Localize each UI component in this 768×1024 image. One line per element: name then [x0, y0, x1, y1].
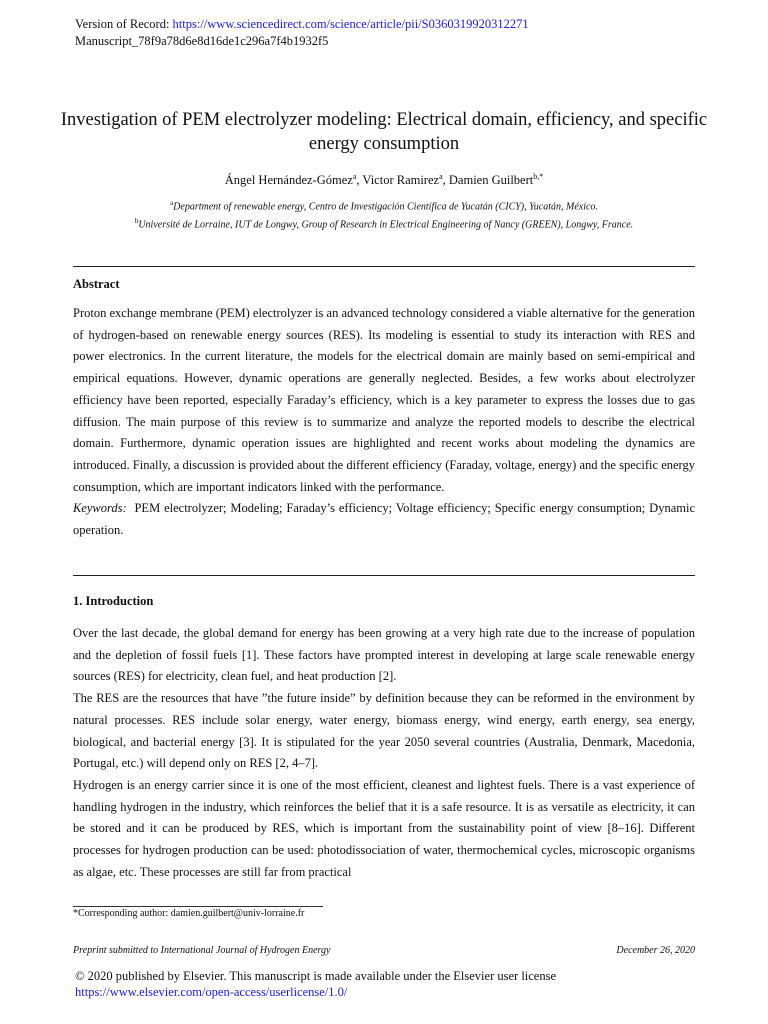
keywords-text: PEM electrolyzer; Modeling; Faraday’s efficiency; Voltage efficiency; Specific energy consumption; Dynamic operation.: [73, 501, 695, 538]
license-link[interactable]: https://www.elsevier.com/open-access/userlicense/1.0/: [75, 985, 348, 999]
author-name: Damien Guilbert: [448, 173, 534, 188]
affiliation-mark: b: [134, 217, 139, 226]
paragraph: The RES are the resources that have ”the future inside” by definition because they can be reformed in the environment by natural processes. RES include solar energy, water energy, biomass energy, wind energy, earth energy, sea energy, biological, and bacterial energy [3]. It is stipulated for the year 2050 several countries (Australia, Denmark, Macedonia, Portugal, etc.) will depend only on RES [2, 4–7].: [73, 691, 695, 771]
author-affil-mark: a: [352, 172, 357, 181]
affiliation: [60, 196, 708, 214]
affiliation-text: Department of renewable energy, Centro de Investigación Científica de Yucatán (CICY), Yucatán, México.: [173, 201, 598, 213]
affiliations: [60, 196, 708, 233]
abstract-heading: Abstract: [73, 277, 120, 291]
affiliation-mark: a: [170, 199, 174, 207]
abstract-text: Proton exchange membrane (PEM) electrolyzer is an advanced technology considered a viable alternative for the generation of hydrogen-based on renewable energy sources (RES). Its modeling is essential to study its interaction with RES and power electronics. In the current literature, the models for the electrical domain are mainly based on semi-empirical and empirical equations. However, dynamic operations are generally neglected. Besides, a few works about electrolyzer efficiency have been reported, especially Faraday’s efficiency, which is a key parameter to express the losses due to gas diffusion. The main purpose of this review is to summarize and analyze the reported models to describe the electrical domain. Furthermore, dynamic operation issues are highlighted and recent works about modeling the dynamics are introduced. Finally, a discussion is provided about the different efficiency (Faraday, voltage, energy) and the specific energy consumption, which are important indicators linked with the performance.: [73, 306, 695, 494]
footnote-divider: [73, 906, 323, 907]
introduction-heading: 1. Introduction: [73, 594, 154, 608]
author-affil-mark: b,*: [533, 172, 544, 181]
author-name: Ángel Hernández-Gómez: [224, 173, 353, 188]
author-affil-mark: a: [439, 172, 443, 181]
introduction-body: [73, 623, 695, 883]
affiliation-text: Université de Lorraine, IUT de Longwy, Group of Research in Electrical Engineering of Nancy (GREEN), Longwy, France.: [138, 219, 634, 231]
version-label: Version of Record:: [75, 17, 170, 31]
keywords: [73, 498, 695, 541]
preprint-date: December 26, 2020: [616, 945, 695, 956]
paragraph: Over the last decade, the global demand for energy has been growing at a very high rate due to the increase of population and the depletion of fossil fuels [1]. These factors have prompted interest in developing at large scale renewable energy sources (RES) for electricity, clean fuel, and heat production [2].: [73, 626, 695, 684]
author-name: Victor Ramirez: [362, 173, 440, 188]
keywords-label: Keywords:: [73, 501, 127, 516]
abstract-body: [73, 303, 695, 542]
paper-title: Investigation of PEM electrolyzer modeling: Electrical domain, efficiency, and specific energy consumption: [60, 110, 708, 154]
divider: [73, 575, 695, 576]
affiliation: [60, 214, 708, 232]
version-link[interactable]: https://www.sciencedirect.com/science/article/pii/S0360319920312271: [172, 17, 529, 31]
divider: [73, 266, 695, 267]
preprint-note: Preprint submitted to International Journal of Hydrogen Energy: [73, 945, 331, 956]
paragraph: Hydrogen is an energy carrier since it is one of the most efficient, cleanest and lightest fuels. There is a vast experience of handling hydrogen in the industry, which reinforces the belief that it is a safe resource. It is as versatile as electricity, it can be stored and it can be produced by RES, which is important from the sustainability point of view [8–16]. Different processes for hydrogen production can be used: photodissociation of water, thermochemical cycles, microscopic organisms as algae, etc. These processes are still far from practical: [73, 777, 695, 879]
license-notice: [75, 968, 556, 1000]
manuscript-id: Manuscript_78f9a78d6e8d16de1c296a7f4b1932f5: [75, 34, 329, 48]
license-text: © 2020 published by Elsevier. This manuscript is made available under the Elsevier user license: [75, 969, 557, 983]
record-header: [75, 16, 529, 50]
author-list: Ángel Hernández-Gómez$^a$, Victor Ramirez$^a$, Damien Guilbert$^{b,*}$: [224, 172, 544, 188]
corresponding-author-footnote: *Corresponding author: damien.guilbert@univ-lorraine.fr: [73, 908, 305, 919]
